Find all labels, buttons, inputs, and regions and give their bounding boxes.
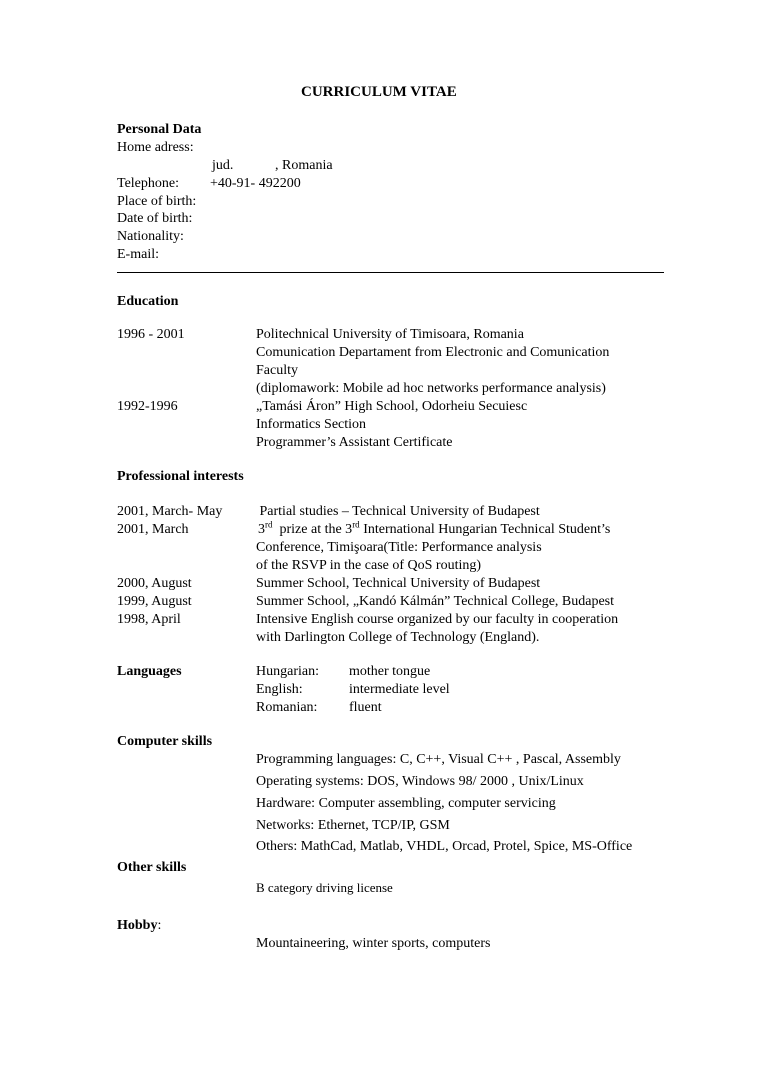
language-name: Romanian: bbox=[256, 700, 318, 715]
other-skills-heading: Other skills bbox=[117, 860, 187, 875]
computer-skill-item: Programming languages: C, C++, Visual C++ , Pascal, Assembly bbox=[256, 752, 621, 767]
language-level: fluent bbox=[349, 700, 382, 715]
computer-skill-item: Operating systems: DOS, Windows 98/ 2000 , Unix/Linux bbox=[256, 774, 584, 789]
computer-skills-heading: Computer skills bbox=[117, 734, 213, 749]
home-address-label: Home adress: bbox=[117, 140, 194, 155]
professional-period: 2001, March bbox=[117, 522, 189, 537]
education-line: Faculty bbox=[256, 363, 298, 378]
hobby-heading-colon: : bbox=[157, 918, 162, 933]
education-line: Politechnical University of Timisoara, Romania bbox=[256, 327, 524, 342]
prize-ordinal: 3 bbox=[258, 522, 265, 537]
date-of-birth-label: Date of birth: bbox=[117, 211, 193, 226]
section-divider bbox=[117, 272, 664, 273]
telephone-value: +40-91- 492200 bbox=[210, 176, 301, 191]
professional-period: 1998, April bbox=[117, 612, 181, 627]
professional-interests-heading: Professional interests bbox=[117, 469, 244, 484]
education-heading: Education bbox=[117, 294, 179, 309]
prize-text: prize at the 3 bbox=[272, 522, 353, 537]
professional-line: Intensive English course organized by our faculty in cooperation bbox=[256, 612, 619, 627]
language-name: English: bbox=[256, 682, 303, 697]
professional-line: Conference, Timişoara(Title: Performance analysis bbox=[256, 540, 542, 555]
language-name: Hungarian: bbox=[256, 664, 319, 679]
place-of-birth-label: Place of birth: bbox=[117, 194, 197, 209]
language-level: intermediate level bbox=[349, 682, 450, 697]
professional-line: Partial studies – Technical University of Budapest bbox=[256, 504, 540, 519]
education-line: (diplomawork: Mobile ad hoc networks performance analysis) bbox=[256, 381, 606, 396]
hobby-text: Mountaineering, winter sports, computers bbox=[256, 936, 491, 951]
education-period: 1992-1996 bbox=[117, 399, 178, 414]
home-address-country: , Romania bbox=[275, 158, 333, 173]
professional-period: 1999, August bbox=[117, 594, 192, 609]
professional-line: of the RSVP in the case of QoS routing) bbox=[256, 558, 482, 573]
home-address-jud: jud. bbox=[212, 158, 234, 173]
hobby-heading: Hobby bbox=[117, 918, 158, 933]
other-skills-text: B category driving license bbox=[256, 880, 393, 895]
language-level: mother tongue bbox=[349, 664, 431, 679]
professional-line: Summer School, Technical University of Budapest bbox=[256, 576, 541, 591]
prize-ordinal-suffix: rd bbox=[265, 519, 273, 530]
professional-prize-line bbox=[258, 521, 610, 538]
conference-text: International Hungarian Technical Student’s bbox=[359, 522, 611, 537]
personal-data-heading: Personal Data bbox=[117, 122, 202, 137]
hobby-heading-line bbox=[117, 917, 161, 934]
nationality-label: Nationality: bbox=[117, 229, 184, 244]
email-label: E-mail: bbox=[117, 247, 159, 262]
education-line: Informatics Section bbox=[256, 417, 367, 432]
computer-skill-item: Networks: Ethernet, TCP/IP, GSM bbox=[256, 818, 450, 833]
telephone-label: Telephone: bbox=[117, 176, 179, 191]
computer-skill-item: Hardware: Computer assembling, computer servicing bbox=[256, 796, 556, 811]
education-line: „Tamási Áron” High School, Odorheiu Secuiesc bbox=[256, 399, 528, 414]
education-line: Programmer’s Assistant Certificate bbox=[256, 435, 453, 450]
conference-ordinal-suffix: rd bbox=[352, 519, 360, 530]
professional-line: Summer School, „Kandó Kálmán” Technical College, Budapest bbox=[256, 594, 615, 609]
professional-period: 2000, August bbox=[117, 576, 192, 591]
computer-skill-item: Others: MathCad, Matlab, VHDL, Orcad, Protel, Spice, MS-Office bbox=[256, 839, 633, 854]
education-line: Comunication Departament from Electronic and Comunication bbox=[256, 345, 610, 360]
languages-heading: Languages bbox=[117, 664, 182, 679]
page-title: CURRICULUM VITAE bbox=[301, 84, 457, 100]
education-period: 1996 - 2001 bbox=[117, 327, 185, 342]
professional-line: with Darlington College of Technology (England). bbox=[256, 630, 540, 645]
professional-period: 2001, March- May bbox=[117, 504, 223, 519]
